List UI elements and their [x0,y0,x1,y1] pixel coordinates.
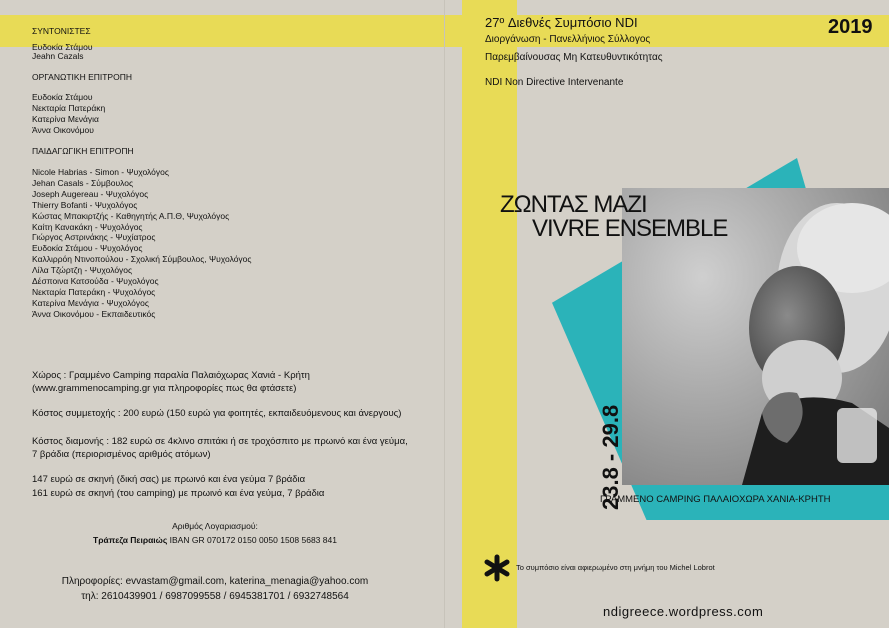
organizer-line-2: Παρεμβαίνουσας Μη Κατευθυντικότητας [485,52,663,63]
info-line [0,576,430,587]
dedication-text: Το συμπόσιο είναι αφιερωμένο στη μνήμη του Michel Lobrot [516,563,715,572]
contact-emails[interactable]: evvastam@gmail.com, katerina_menagia@yahoo.com [125,576,369,587]
organizing-list [32,92,105,136]
organizer-line: Διοργάνωση - Πανελλήνιος Σύλλογος [485,34,651,45]
committee-member: Γιώργος Αστρινάκης - Ψυχίατρος [32,232,156,243]
heading-greek: ΖΩΝΤΑΣ ΜΑΖΙ [500,191,647,218]
year: 2019 [828,16,873,38]
info-label: Πληροφορίες: [61,576,126,587]
committee-member: Κατερίνα Μενάγια - Ψυχολόγος [32,297,149,308]
participation-fee: Κόστος συμμετοχής : 200 ευρώ (150 ευρώ για φοιτητές, εκπαιδευόμενους και άνεργους) [32,408,402,419]
committee-member: Δέσποινα Κατσούδα - Ψυχολόγος [32,276,159,287]
account-label: Αριθμός Λογαριασμού: [172,521,258,531]
vertical-yellow-band [462,0,517,628]
committee-member: Λίλα Τζώρτζη - Ψυχολόγος [32,265,133,276]
committee-member: Ευδοκία Στάμου - Ψυχολόγος [32,243,143,254]
organizer-member: Κατερίνα Μενάγια [32,113,99,124]
committee-member: Νεκταρία Πατεράκη - Ψυχολόγος [32,286,156,297]
committee-member: Jehan Casals - Σύμβουλος [32,177,134,188]
pedagogical-list [32,167,252,320]
coordinators-list [32,42,92,62]
venue-text: Χώρος : Γραμμένο Camping παραλία Παλαιόχωρας Χανιά - Κρήτη [32,370,310,381]
coordinator: Ευδοκία Στάμου [32,42,93,52]
committee-member: Κώστας Μπακιρτζής - Καθηγητής Α.Π.Θ, Ψυχολόγος [32,210,230,221]
asterisk-icon [483,554,511,587]
committee-member: Joseph Augereau - Ψυχολόγος [32,188,149,199]
symposium-title: 27º Διεθνές Συμπόσιο NDI [485,15,638,30]
heading-french: VIVRE ENSEMBLE [532,215,728,242]
coordinator: Jeahn Cazals [32,51,84,61]
committee-member: Καίτη Κανακάκη - Ψυχολόγος [32,221,143,232]
tent-camping-cost: 161 ευρώ σε σκηνή (του camping) με πρωινό και ένα γεύμα, 7 βράδια [32,488,325,499]
organizing-heading: ΟΡΓΑΝΩΤΙΚΗ ΕΠΙΤΡΟΠΗ [32,72,132,82]
committee-member: Thierry Bofanti - Ψυχολόγος [32,199,138,210]
ndi-name: NDI Non Directive Intervenante [485,77,624,88]
venue-website-text: (www.grammenocamping.gr για πληροφορίες πως θα φτάσετε) [32,383,297,394]
organizer-member: Νεκταρία Πατεράκη [32,102,106,113]
tent-own-cost: 147 ευρώ σε σκηνή (δική σας) με πρωινό και ένα γεύμα 7 βράδια [32,474,306,485]
bank-details [0,535,430,546]
iban-number: IBAN GR 070172 0150 0050 1508 5683 841 [167,535,337,545]
organizer-member: Ευδοκία Στάμου [32,92,93,102]
organizer-member: Άννα Οικονόμου [32,124,94,135]
committee-member: Άννα Οικονόμου - Εκπαιδευτικός [32,308,156,319]
coordinators-heading: ΣΥΝΤΟΝΙΣΤΕΣ [32,26,91,36]
website-link[interactable]: ndigreece.wordpress.com [603,604,764,619]
lodging-cost: Κόστος διαμονής : 182 ευρώ σε 4κλινο σπιτάκι ή σε τροχόσπιτο με πρωινό και ένα γεύμα, [32,436,408,447]
fold-line [444,0,445,628]
pedagogical-heading: ΠΑΙΔΑΓΩΓΙΚΗ ΕΠΙΤΡΟΠΗ [32,146,134,156]
bank-name: Τράπεζα Πειραιώς [93,535,168,545]
location-line: ΓΡΑΜΜΕΝΟ CAMPING ΠΑΛΑΙΟΧΩΡΑ ΧΑΝΙΑ-ΚΡΗΤΗ [600,494,831,505]
committee-member: Καλλιρρόη Ντινοπούλου - Σχολική Σύμβουλος, Ψυχολόγος [32,254,252,265]
contact-phones: τηλ: 2610439901 / 6987099558 / 6945381701 / 6932748564 [81,591,349,602]
lodging-note: 7 βράδια (περιορισμένος αριθμός ατόμων) [32,449,211,460]
event-dates: 23.8 - 29.8 [598,404,623,510]
committee-member: Nicole Habrias - Simon - Ψυχολόγος [32,167,169,177]
